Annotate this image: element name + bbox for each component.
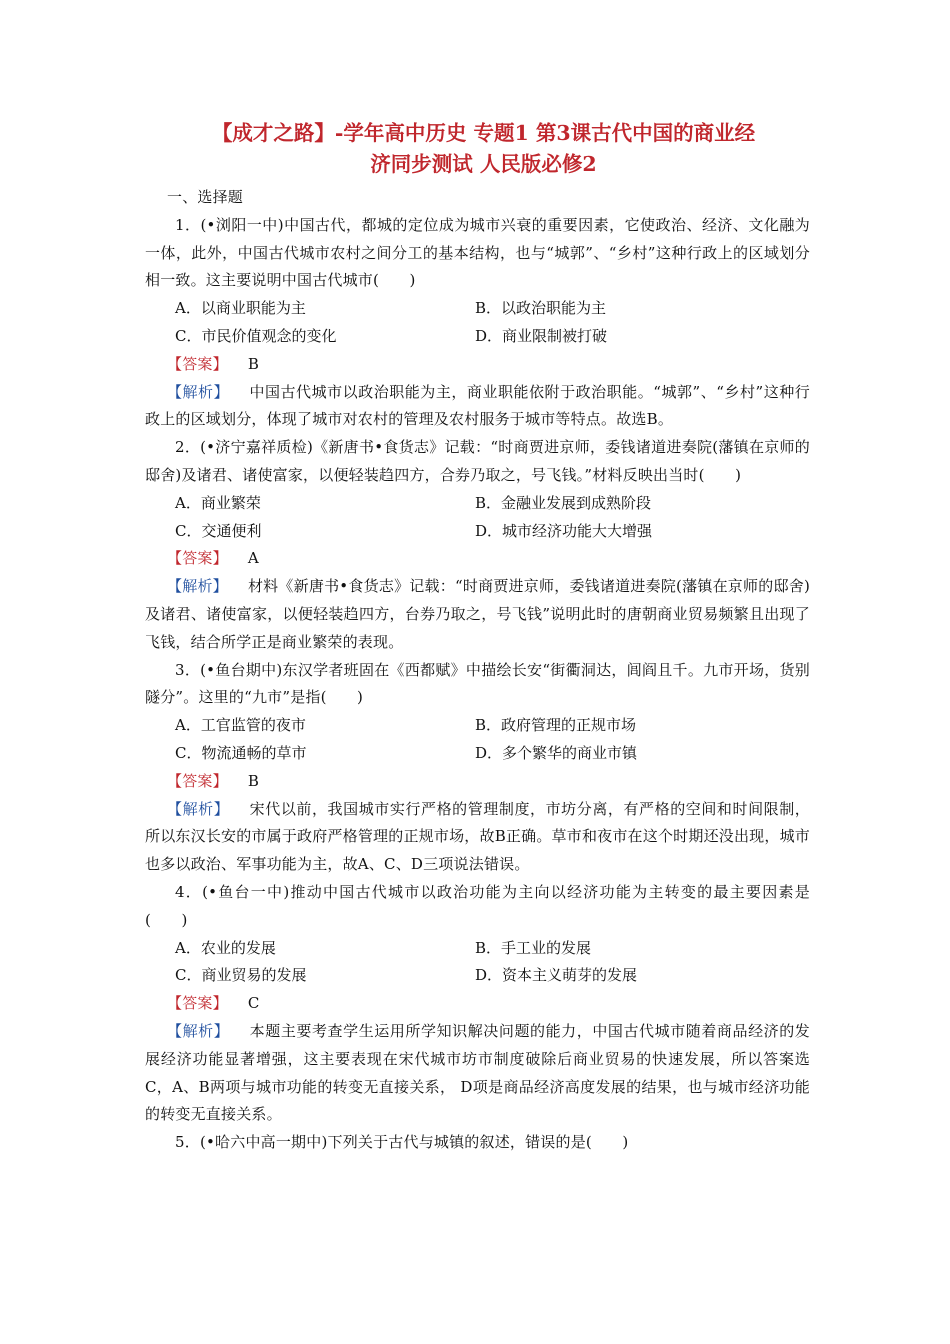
document-title xyxy=(145,118,810,180)
answer-value: B xyxy=(247,354,260,373)
answer-line xyxy=(145,351,810,379)
option-c: C．物流通畅的草市 xyxy=(175,743,307,762)
option-list xyxy=(145,935,810,991)
option-list xyxy=(145,490,810,546)
answer-value: C xyxy=(247,994,260,1013)
explanation xyxy=(145,796,810,879)
question-2 xyxy=(145,434,810,656)
answer-label: 【答案】 xyxy=(167,354,228,373)
question-stem: 3．(•鱼台期中)东汉学者班固在《西都赋》中描绘长安“街衢洞达，闾阎且千。九市开场，货别隧分”。这里的“九市”是指( ) xyxy=(145,660,810,707)
option-b: B．以政治职能为主 xyxy=(475,299,607,318)
explanation-label: 【解析】 xyxy=(167,1021,230,1040)
section-heading: 一、选择题 xyxy=(167,188,244,206)
question-1 xyxy=(145,212,810,434)
option-c: C．市民价值观念的变化 xyxy=(175,326,337,345)
option-b: B．金融业发展到成熟阶段 xyxy=(475,493,652,512)
question-stem: 2．(•济宁嘉祥质检)《新唐书•食货志》记载：“时商贾进京师，委钱诸道进奏院(藩镇在京师的邸舍)及诸君、诸使富家，以便轻装趋四方，合券乃取之，号飞钱。”材料反映出当时( ) xyxy=(145,438,810,484)
answer-label: 【答案】 xyxy=(167,549,228,568)
question-3 xyxy=(145,657,810,879)
explanation xyxy=(145,573,810,656)
option-b: B．手工业的发展 xyxy=(475,938,592,957)
answer-label: 【答案】 xyxy=(167,994,228,1013)
explanation-text: 宋代以前，我国城市实行严格的管理制度，市坊分离，有严格的空间和时间限制，所以东汉长安的市属于政府严格管理的正规市场，故B正确。草市和夜市在这个时期还没出现，城市也多以政治、军事功能为主，故A、C、D三项说法错误。 xyxy=(145,799,810,874)
option-a: A．商业繁荣 xyxy=(175,493,261,512)
explanation xyxy=(145,379,810,435)
option-c: C．交通便利 xyxy=(175,521,262,540)
question-stem: 5．(•哈六中高一期中)下列关于古代与城镇的叙述，错误的是( ) xyxy=(175,1133,629,1152)
option-c: C．商业贸易的发展 xyxy=(175,966,307,985)
option-b: B．政府管理的正规市场 xyxy=(475,716,637,735)
title-line-1: 【成才之路】-学年高中历史 专题1 第3课古代中国的商业经 xyxy=(211,121,756,145)
option-d: D．多个繁华的商业市镇 xyxy=(475,743,638,762)
answer-value: B xyxy=(247,771,260,790)
answer-line xyxy=(145,768,810,796)
option-list xyxy=(145,295,810,351)
answer-value: A xyxy=(247,549,259,568)
option-list xyxy=(145,712,810,768)
explanation-text: 中国古代城市以政治职能为主，商业职能依附于政治职能。“城郭”、“乡村”这种行政上的区域划分，体现了城市对农村的管理及农村服务于城市等特点。故选B。 xyxy=(145,382,810,429)
question-stem: 1．(•浏阳一中)中国古代，都城的定位成为城市兴衰的重要因素，它使政治、经济、文化融为一体，此外，中国古代城市农村之间分工的基本结构，也与“城郭”、“乡村”这种行政上的区域划分相一致。这主要说明中国古代城市( ) xyxy=(145,215,810,290)
option-a: A．工官监管的夜市 xyxy=(175,716,306,735)
explanation-label: 【解析】 xyxy=(167,382,230,401)
explanation-text: 材料《新唐书•食货志》记载：“时商贾进京师，委钱诸道进奏院(藩镇在京师的邸舍)及诸君、诸使富家，以便轻装趋四方，台券乃取之，号飞钱”说明此时的唐朝商业贸易频繁且出现了飞钱，结合所学正是商业繁荣的表现。 xyxy=(145,577,810,651)
option-d: D．商业限制被打破 xyxy=(475,326,608,345)
explanation-label: 【解析】 xyxy=(167,799,230,818)
option-d: D．城市经济功能大大增强 xyxy=(475,521,653,540)
question-4 xyxy=(145,879,810,1129)
explanation-text: 本题主要考查学生运用所学知识解决问题的能力，中国古代城市随着商品经济的发展经济功能显著增强，这主要表现在宋代城市坊市制度破除后商业贸易的快速发展，所以答案选C，A、B两项与城市功能的转变无直接关系， D项是商品经济高度发展的结果，也与城市经济功能的转变无直接关系。 xyxy=(145,1021,810,1124)
option-d: D．资本主义萌芽的发展 xyxy=(475,966,638,985)
explanation-label: 【解析】 xyxy=(167,577,228,596)
answer-line xyxy=(145,545,810,573)
answer-label: 【答案】 xyxy=(167,771,228,790)
question-5 xyxy=(145,1129,810,1157)
explanation xyxy=(145,1018,810,1129)
option-a: A．以商业职能为主 xyxy=(175,299,306,318)
option-a: A．农业的发展 xyxy=(175,938,276,957)
answer-line xyxy=(145,990,810,1018)
document-page xyxy=(145,118,810,1157)
title-line-2: 济同步测试 人民版必修2 xyxy=(370,152,597,176)
question-stem: 4．(•鱼台一中)推动中国古代城市以政治功能为主向以经济功能为主转变的最主要因素是( ) xyxy=(145,882,810,929)
